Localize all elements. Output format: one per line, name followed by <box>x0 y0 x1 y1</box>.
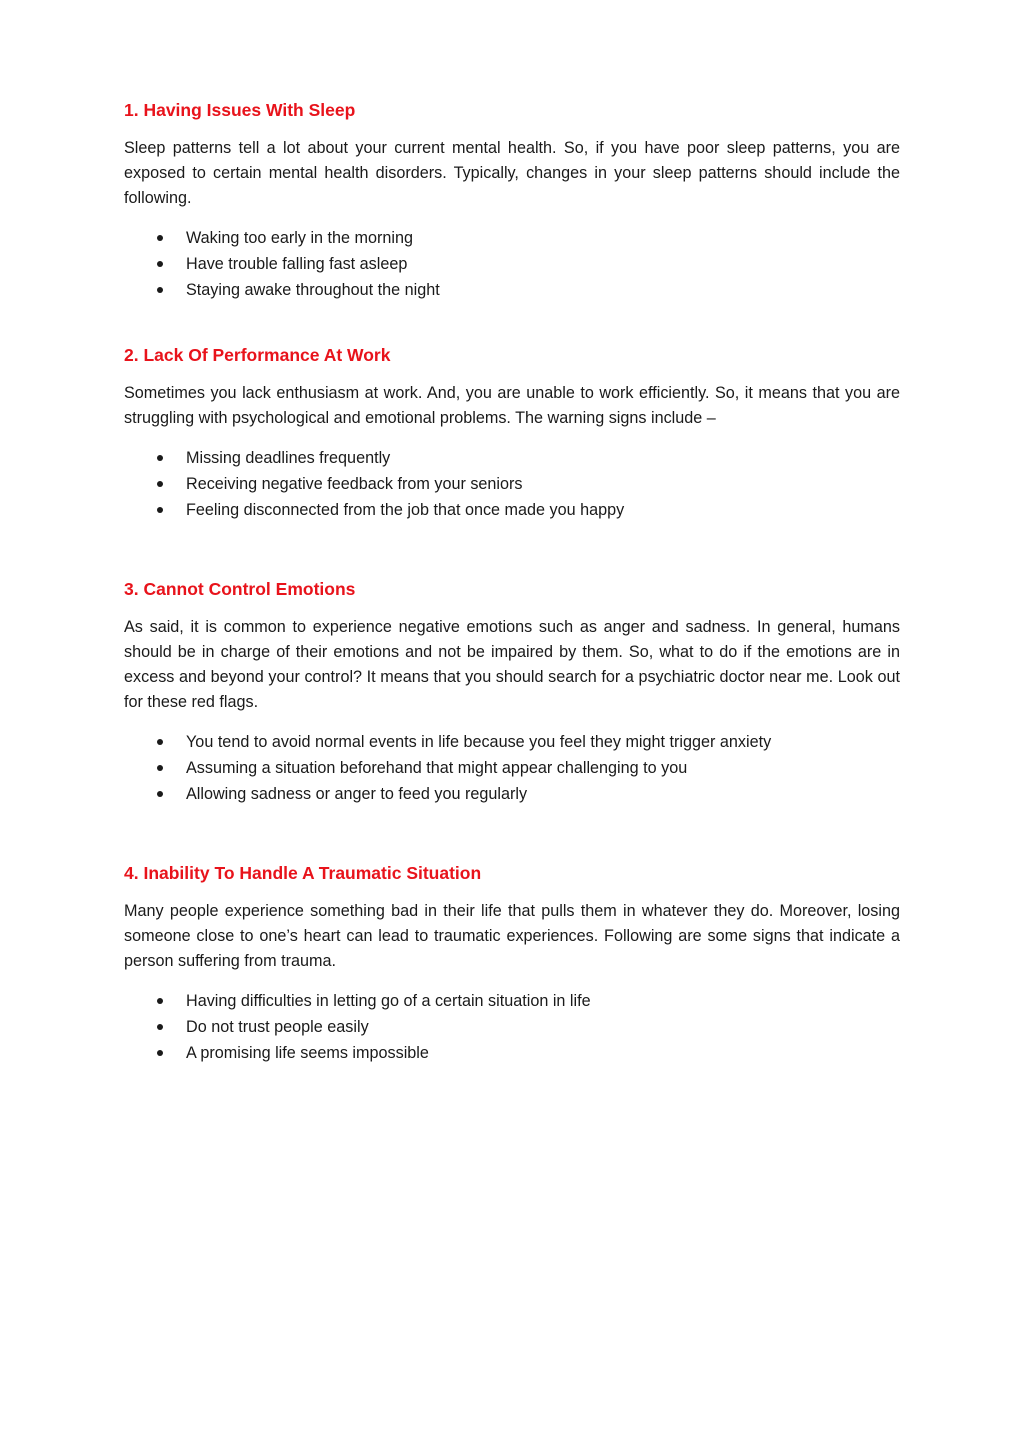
list-item-text: Receiving negative feedback from your seniors <box>186 475 523 493</box>
bullet-icon <box>157 261 163 267</box>
section-trauma <box>124 859 900 1066</box>
section-heading: 3. Cannot Control Emotions <box>124 579 356 599</box>
section-paragraph: As said, it is common to experience negative emotions such as anger and sadness. In general, humans should be in charge of their emotions and not be impaired by them. So, what to do if the emotions are in excess and beyond your control? It means that you should search for a psychiatric doctor near me. Look out for these red flags. <box>124 618 900 711</box>
bullet-icon <box>157 765 163 771</box>
list-item-text: Assuming a situation beforehand that might appear challenging to you <box>186 759 688 777</box>
list-item <box>124 1014 900 1040</box>
bullet-icon <box>157 739 163 745</box>
bullet-icon <box>157 481 163 487</box>
list-item-text: Waking too early in the morning <box>186 229 414 247</box>
bullet-icon <box>157 791 163 797</box>
list-item-text: Have trouble falling fast asleep <box>186 255 408 273</box>
bullet-icon <box>157 1024 163 1030</box>
bullet-icon <box>157 998 163 1004</box>
bullet-icon <box>157 287 163 293</box>
list-item <box>124 445 900 471</box>
section-spacer <box>124 807 900 859</box>
bullet-icon <box>157 1050 163 1056</box>
section-sleep <box>124 96 900 303</box>
list-item <box>124 755 900 781</box>
section-heading: 4. Inability To Handle A Traumatic Situation <box>124 863 482 883</box>
list-item-text: Feeling disconnected from the job that once made you happy <box>186 501 625 519</box>
document-page <box>124 96 900 1066</box>
list-item <box>124 781 900 807</box>
list-item <box>124 277 900 303</box>
bullet-list <box>124 445 900 523</box>
section-heading: 1. Having Issues With Sleep <box>124 100 356 120</box>
section-paragraph: Sometimes you lack enthusiasm at work. And, you are unable to work efficiently. So, it means that you are struggling with psychological and emotional problems. The warning signs include – <box>124 384 900 427</box>
bullet-icon <box>157 235 163 241</box>
bullet-list <box>124 988 900 1066</box>
bullet-icon <box>157 455 163 461</box>
list-item <box>124 988 900 1014</box>
list-item-text: You tend to avoid normal events in life because you feel they might trigger anxiety <box>186 733 772 751</box>
bullet-list <box>124 729 900 807</box>
list-item <box>124 729 900 755</box>
section-heading: 2. Lack Of Performance At Work <box>124 345 391 365</box>
section-emotions <box>124 575 900 807</box>
list-item-text: A promising life seems impossible <box>186 1044 429 1062</box>
list-item <box>124 497 900 523</box>
list-item <box>124 1040 900 1066</box>
section-work <box>124 341 900 523</box>
list-item-text: Missing deadlines frequently <box>186 449 391 467</box>
list-item-text: Having difficulties in letting go of a certain situation in life <box>186 992 591 1010</box>
section-paragraph: Many people experience something bad in their life that pulls them in whatever they do. Moreover, losing someone close to one’s heart can lead to traumatic experiences. Following are some signs that indicate a person suffering from trauma. <box>124 902 900 970</box>
section-spacer <box>124 523 900 575</box>
list-item-text: Do not trust people easily <box>186 1018 369 1036</box>
list-item <box>124 225 900 251</box>
section-spacer <box>124 303 900 341</box>
list-item-text: Staying awake throughout the night <box>186 281 440 299</box>
list-item <box>124 471 900 497</box>
list-item <box>124 251 900 277</box>
list-item-text: Allowing sadness or anger to feed you regularly <box>186 785 528 803</box>
bullet-icon <box>157 507 163 513</box>
bullet-list <box>124 225 900 303</box>
section-paragraph: Sleep patterns tell a lot about your current mental health. So, if you have poor sleep patterns, you are exposed to certain mental health disorders. Typically, changes in your sleep patterns should include the following. <box>124 139 900 207</box>
